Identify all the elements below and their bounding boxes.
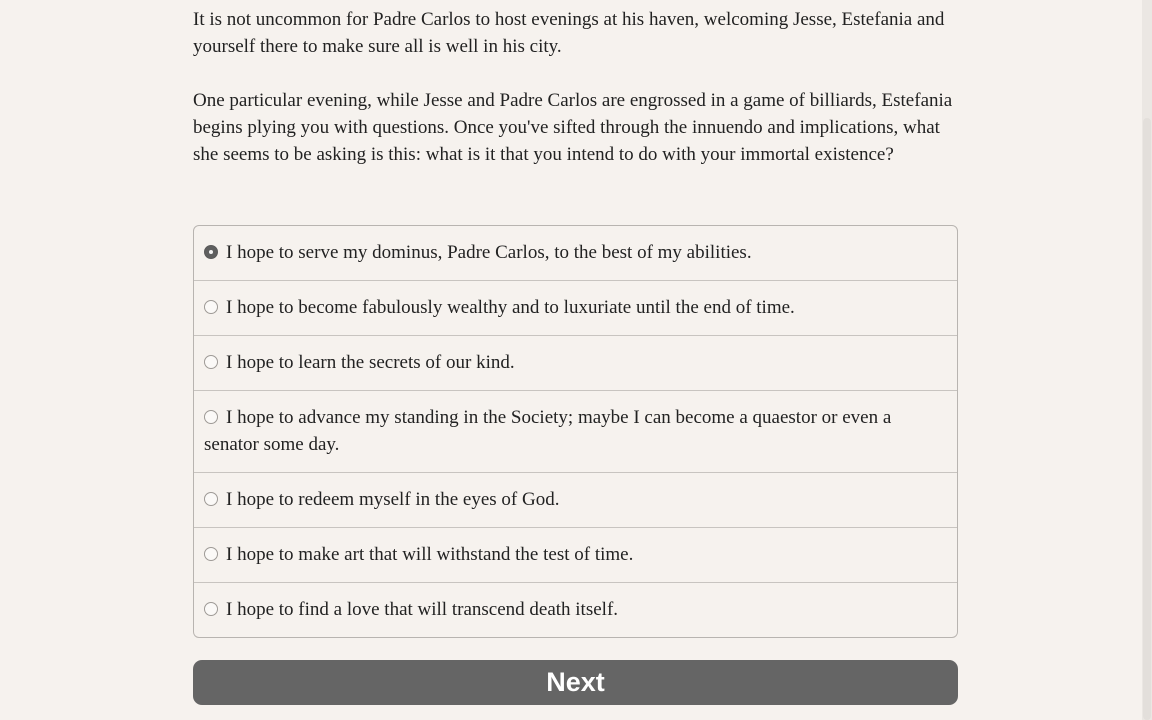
choice-label: I hope to become fabulously wealthy and to luxuriate until the end of time. (226, 297, 795, 318)
choice-option-3[interactable] (194, 335, 957, 390)
choice-label: I hope to advance my standing in the Society; maybe I can become a quaestor or even a senator some day. (204, 407, 892, 455)
story-paragraph-1: It is not uncommon for Padre Carlos to host evenings at his haven, welcoming Jesse, Estefania and yourself there to make sure all is well in his city. (193, 9, 945, 57)
story-text (193, 6, 958, 195)
radio-unselected-icon[interactable] (204, 410, 218, 424)
choice-option-2[interactable] (194, 280, 957, 335)
choice-option-5[interactable] (194, 472, 957, 527)
choice-label: I hope to serve my dominus, Padre Carlos, to the best of my abilities. (226, 242, 752, 263)
next-button[interactable]: Next (193, 660, 958, 705)
scrollbar-thumb[interactable] (1143, 118, 1151, 720)
radio-unselected-icon[interactable] (204, 355, 218, 369)
radio-unselected-icon[interactable] (204, 492, 218, 506)
story-paragraph-2: One particular evening, while Jesse and Padre Carlos are engrossed in a game of billiards, Estefania begins plying you with questions. Once you've sifted through the innuendo and implications, what she seems to be asking is this: what is it that you intend to do with your immortal existence? (193, 90, 953, 165)
radio-unselected-icon[interactable] (204, 602, 218, 616)
choice-label: I hope to make art that will withstand the test of time. (226, 544, 634, 565)
scrollbar[interactable] (1142, 0, 1152, 720)
choice-option-6[interactable] (194, 527, 957, 582)
choice-label: I hope to redeem myself in the eyes of God. (226, 489, 560, 510)
radio-unselected-icon[interactable] (204, 547, 218, 561)
choice-list (193, 225, 958, 638)
radio-selected-icon[interactable] (204, 245, 218, 259)
choice-option-7[interactable] (194, 582, 957, 637)
choice-option-4[interactable] (194, 390, 957, 472)
choice-label: I hope to learn the secrets of our kind. (226, 352, 515, 373)
choice-option-1[interactable] (194, 226, 957, 280)
choice-label: I hope to find a love that will transcend death itself. (226, 599, 619, 620)
radio-unselected-icon[interactable] (204, 300, 218, 314)
